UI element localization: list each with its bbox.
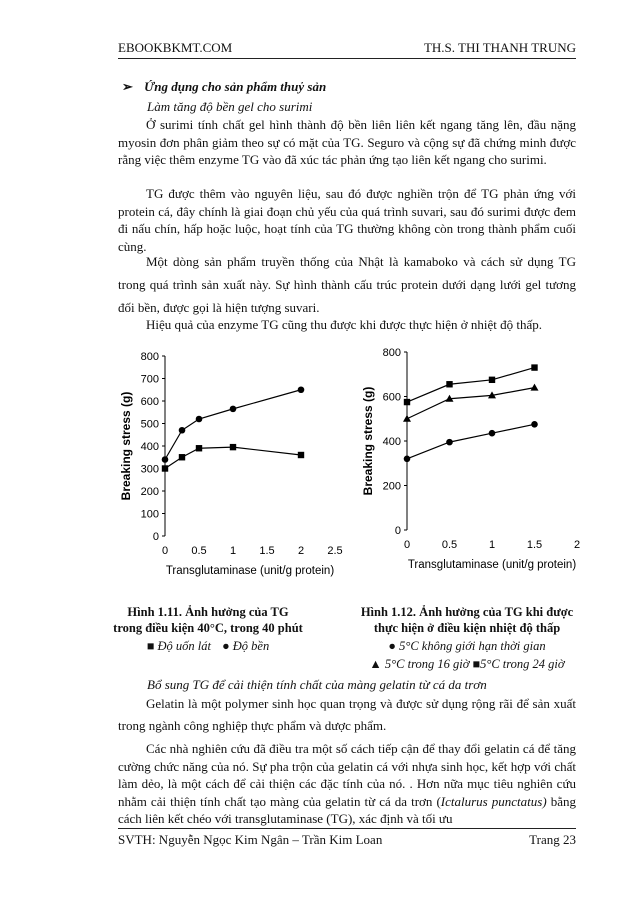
paragraph-4: Hiệu quả của enzyme TG cũng thu được khi được thực hiện ở nhiệt độ thấp. xyxy=(146,317,543,332)
paragraph-6-b: bằng cách liên kết chéo với transglutaminase (TG), xác định và tối ưu xyxy=(118,793,576,826)
x-tick-label: 1.5 xyxy=(259,545,275,557)
y-tick-label: 700 xyxy=(140,373,159,386)
footer-right: Trang 23 xyxy=(529,832,576,847)
data-point-square xyxy=(404,399,410,405)
x-tick-label: 0.5 xyxy=(191,545,207,557)
y-tick-label: 0 xyxy=(152,531,159,543)
figure-1-caption xyxy=(108,604,308,636)
figure-2-caption-line2: thực hiện ở điều kiện nhiệt độ thấp xyxy=(373,621,561,635)
data-point-square xyxy=(531,364,537,370)
figure-1-caption-line2: trong điều kiện 40°C, trong 40 phút xyxy=(113,621,303,635)
data-point-circle xyxy=(298,386,305,393)
data-point-square xyxy=(298,452,304,458)
x-tick-label: 2.5 xyxy=(327,545,343,557)
data-point-circle xyxy=(404,456,411,463)
data-point-square xyxy=(446,381,452,387)
data-point-circle xyxy=(162,456,169,463)
figure-2-legend-2: ▲ 5°C trong 16 giờ ■5°C trong 24 giờ xyxy=(369,657,565,671)
x-axis-label: Transglutaminase (unit/g protein) xyxy=(407,559,577,571)
paragraph-2: TG được thêm vào nguyên liệu, sau đó được nghiền trộn để TG phản ứng với protein cá, đây chính là giai đoạn chủ yếu của quá trình suvari, sau đó surimi được đem đi nấu chín, hấp hoặc luộc, hoạt tính của TG thường không còn trong thành phẩm cuối cùng. xyxy=(118,186,576,254)
paragraph-1: Ở surimi tính chất gel hình thành độ bền liên liên kết ngang tăng lên, đầu nặng myosin đơn phân giảm theo sự có mặt của TG. Seguro và cộng sự đã chứng minh được rằng việc thêm enzyme TG vào đã xúc tác phản ứng tạo liên kết ngang cho surimi. xyxy=(118,117,576,167)
x-tick-label: 1.5 xyxy=(526,539,543,551)
x-tick-label: 1 xyxy=(229,545,237,557)
y-tick-label: 400 xyxy=(140,441,159,453)
series-line xyxy=(165,447,301,468)
x-tick-label: 0.5 xyxy=(441,539,458,551)
x-axis-label: Transglutaminase (unit/g protein) xyxy=(165,565,335,577)
data-point-circle xyxy=(179,427,186,434)
paragraph-6 xyxy=(118,740,576,828)
chart-1 xyxy=(100,338,350,593)
y-tick-label: 0 xyxy=(394,525,401,537)
y-tick-label: 800 xyxy=(382,347,401,359)
data-point-square xyxy=(162,465,168,471)
y-tick-label: 800 xyxy=(140,351,159,363)
legend-square: ■ Độ uốn lát xyxy=(146,639,211,653)
legend-circle: ● Độ bền xyxy=(222,639,270,653)
section-title: Ứng dụng cho sản phẩm thuỷ sản xyxy=(144,79,327,94)
section-heading xyxy=(122,79,326,95)
series-line xyxy=(407,388,535,419)
x-tick-label: 0 xyxy=(161,545,169,557)
section-2-title: Bổ sung TG để cải thiện tính chất của màng gelatin từ cá da trơn xyxy=(147,677,487,692)
figure-1-caption-line1: Hình 1.11. Ảnh hưởng của TG xyxy=(127,605,289,619)
bullet-icon: ➢ xyxy=(122,79,133,94)
footer-rule xyxy=(118,828,576,829)
data-point-triangle xyxy=(531,384,539,391)
figure-1-legend xyxy=(108,638,308,654)
y-tick-label: 500 xyxy=(140,418,159,431)
header-right: TH.S. THI THANH TRUNG xyxy=(423,40,576,55)
paragraph-5: Gelatin là một polymer sinh học quan trọng và được sử dụng rộng rãi để sản xuất trong ngành công nghiệp thực phẩm và dược phẩm. xyxy=(118,696,576,733)
y-tick-label: 200 xyxy=(382,480,401,493)
data-point-square xyxy=(179,454,185,460)
footer-left: SVTH: Nguyễn Ngọc Kim Ngân – Trần Kim Loan xyxy=(118,832,383,847)
y-tick-label: 600 xyxy=(382,391,401,404)
data-point-square xyxy=(230,444,236,450)
y-axis-label: Breaking stress (g) xyxy=(119,391,133,501)
x-tick-label: 2 xyxy=(297,545,305,557)
paragraph-6-a: Các nhà nghiên cứu đã điều tra một số cách tiếp cận để thay đổi gelatin cá để tăng cường chức năng của nó. Sự pha trộn của gelatin cá với nhựa sinh học, kết hợp với chất làm dẻo, là một cách để cải thiện các đặc tính của nó. . Hơn nữa mục tiêu nghiên cứu nhằm cải thiện tính chất tạo màng của gelatin từ cá da trơn ( xyxy=(118,741,576,809)
data-point-circle xyxy=(489,430,496,437)
paragraph-3: Một dòng sản phẩm truyền thống của Nhật là kamaboko và cách sử dụng TG trong quá trình sản xuất này. Sự hình thành cấu trúc protein dưới dạng lưới gel tương đối bền, được gọi là hiện tượng suvari. xyxy=(118,254,576,315)
y-tick-label: 600 xyxy=(140,396,159,408)
x-tick-label: 2 xyxy=(573,539,581,551)
x-tick-label: 0 xyxy=(403,539,411,551)
y-tick-label: 100 xyxy=(140,508,159,521)
y-tick-label: 300 xyxy=(140,463,159,476)
data-point-circle xyxy=(230,406,237,413)
header-rule xyxy=(118,58,576,59)
figure-2-caption-line1: Hình 1.12. Ảnh hưởng của TG khi được xyxy=(360,605,574,619)
data-point-circle xyxy=(196,416,203,423)
x-tick-label: 1 xyxy=(488,539,496,551)
figure-2-legend-1: ● 5°C không giới hạn thời gian xyxy=(388,639,546,653)
data-point-circle xyxy=(446,439,453,446)
section-subtitle: Làm tăng độ bền gel cho surimi xyxy=(147,99,313,114)
y-axis-label: Breaking stress (g) xyxy=(361,386,375,496)
series-line xyxy=(407,424,535,458)
data-point-circle xyxy=(531,421,538,428)
data-point-square xyxy=(489,377,495,383)
header-left: EBOOKBKMT.COM xyxy=(118,40,233,55)
data-point-square xyxy=(196,445,202,451)
paragraph-6-species: Ictalurus punctatus) xyxy=(440,793,547,809)
data-point-triangle xyxy=(403,415,411,422)
figure-2-caption xyxy=(338,604,596,636)
y-tick-label: 400 xyxy=(382,436,401,448)
y-tick-label: 200 xyxy=(140,486,159,498)
page-header xyxy=(118,40,576,60)
chart-2 xyxy=(361,338,595,593)
